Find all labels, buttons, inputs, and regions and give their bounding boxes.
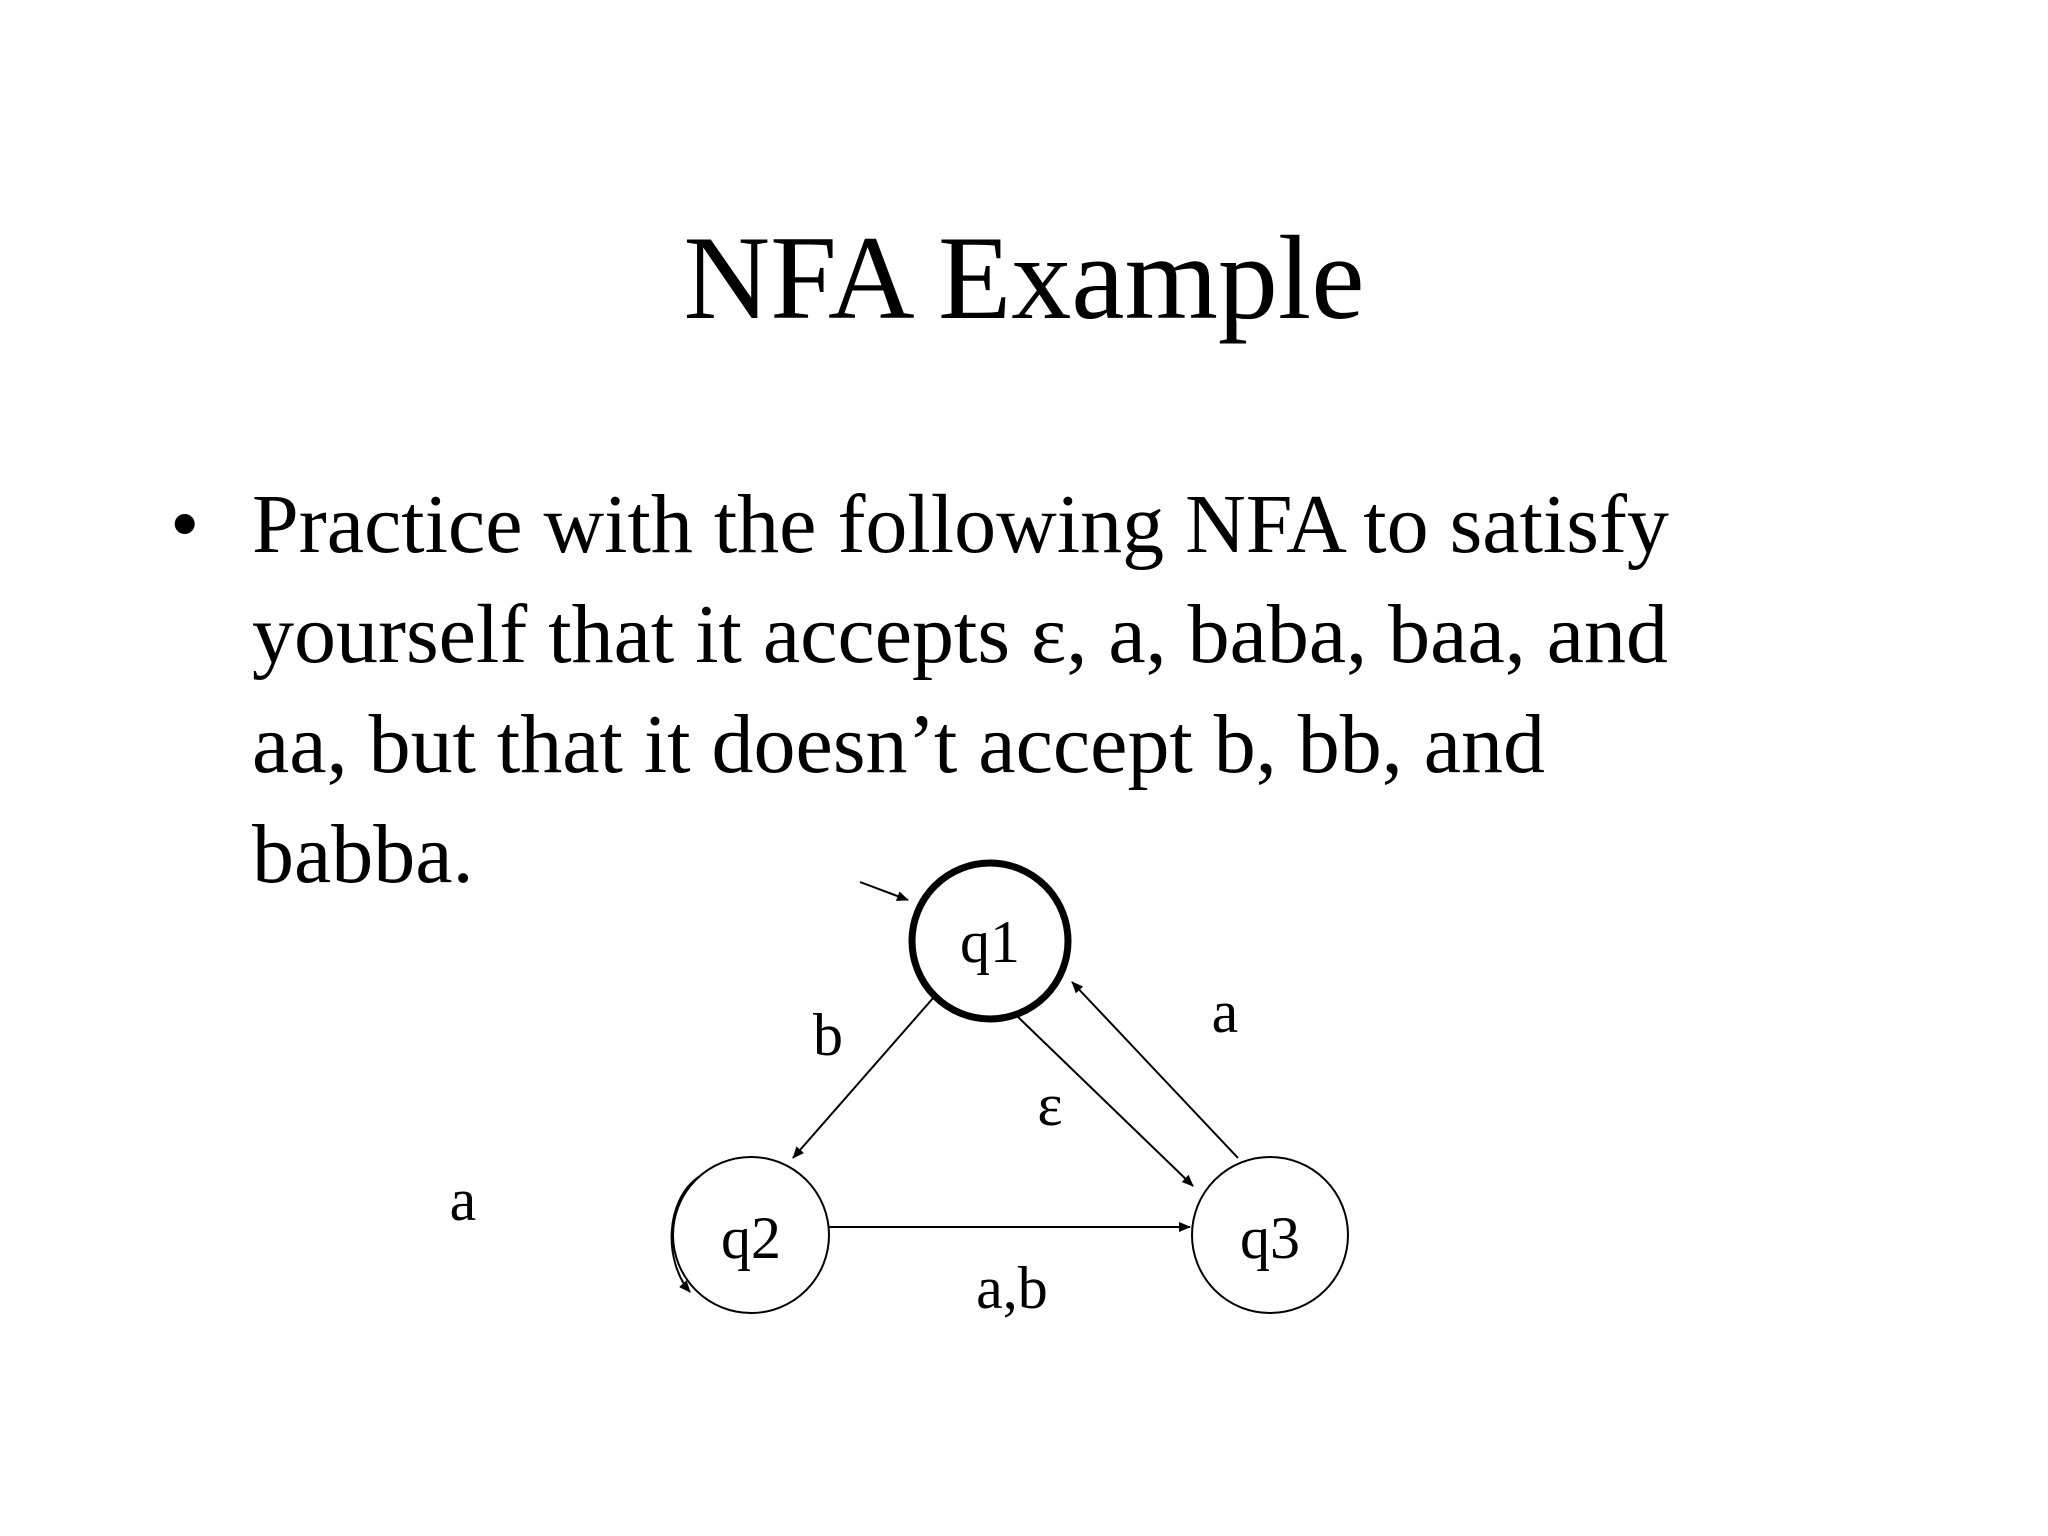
start-arrow xyxy=(860,882,908,900)
transition-q1-q3-label: ε xyxy=(1037,1072,1063,1138)
slide-title: NFA Example xyxy=(683,211,1365,344)
bullet-line-3: aa, but that it doesn’t accept b, bb, and xyxy=(252,698,1546,791)
bullet-line-1: Practice with the following NFA to satisfy xyxy=(252,478,1669,571)
bullet-line-2: yourself that it accepts ε, a, baba, baa, and xyxy=(252,588,1669,681)
transition-q2-self-label: a xyxy=(449,1167,477,1233)
state-q3-label: q3 xyxy=(1240,1205,1300,1271)
state-q2 xyxy=(673,1157,829,1313)
state-q1-label: q1 xyxy=(960,909,1020,975)
bullet-line-4: babba. xyxy=(252,808,474,901)
state-q1 xyxy=(912,863,1068,1019)
state-q3 xyxy=(1192,1157,1348,1313)
transition-q3-q1-label: a xyxy=(1211,979,1239,1045)
state-q2-label: q2 xyxy=(721,1205,781,1271)
bullet-marker: • xyxy=(170,478,200,571)
transition-q2-q3-label: a,b xyxy=(976,1255,1048,1321)
transition-q1-q2-label: b xyxy=(813,1002,843,1068)
